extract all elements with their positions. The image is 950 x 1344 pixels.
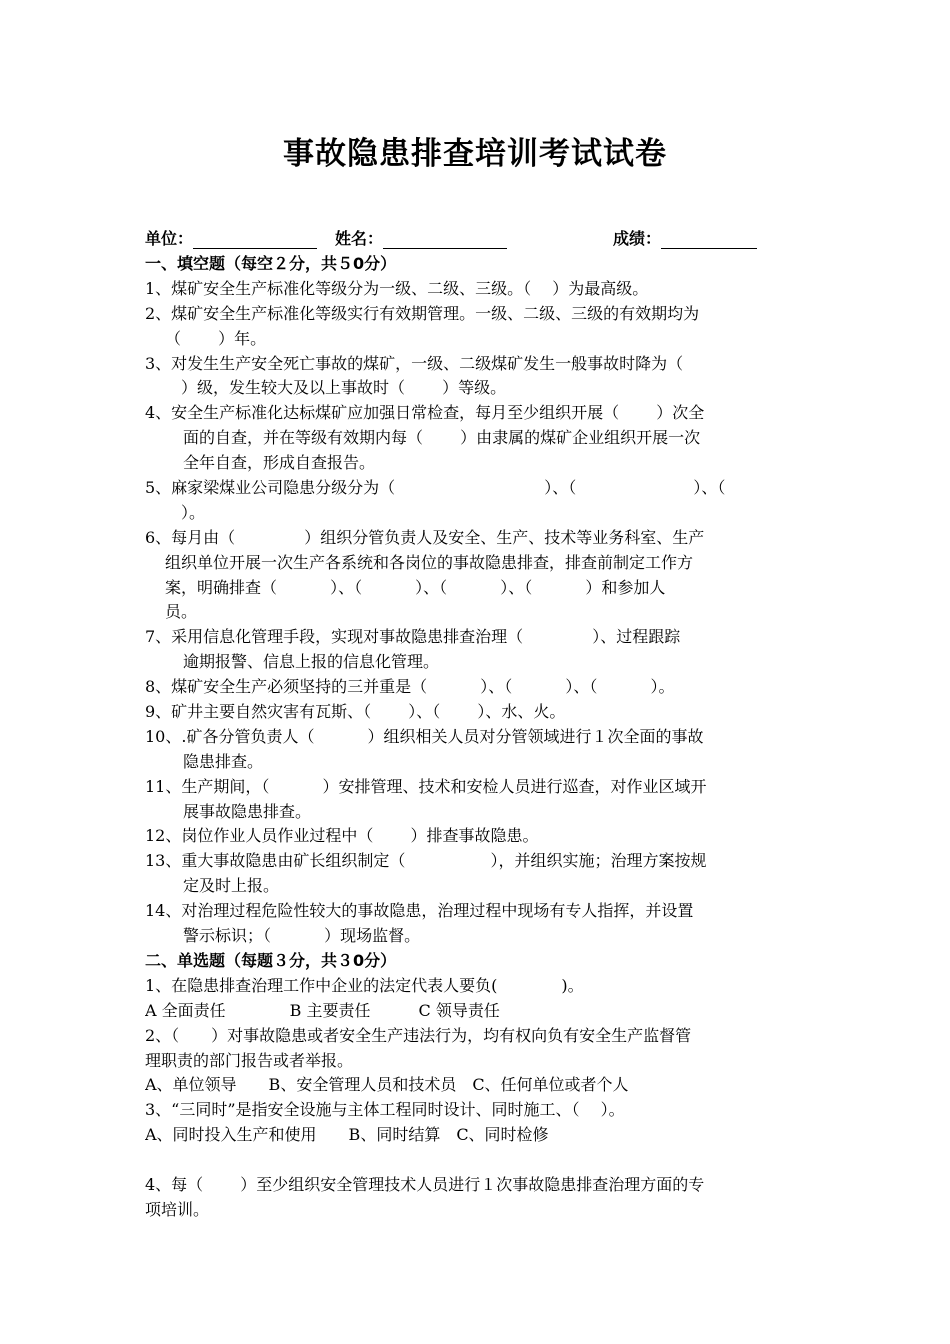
score-blank[interactable] (661, 231, 757, 249)
unit-field (145, 226, 317, 249)
question-3-line-1: 3、对发生生产安全死亡事故的煤矿，一级、二级煤矿发生一般事故时降为（ (145, 353, 684, 373)
question-4-line-1: 4、安全生产标准化达标煤矿应加强日常检查，每月至少组织开展（ ）次全 (145, 403, 705, 423)
choice-question-1-options: A 全面责任 B 主要责任 C 领导责任 (145, 1000, 500, 1020)
choice-question-4-line-2: 项培训。 (145, 1199, 210, 1219)
choice-question-2-options: A、单位领导 B、安全管理人员和技术员 C、任何单位或者个人 (145, 1075, 629, 1095)
question-7-line-2: 逾期报警、信息上报的信息化管理。 (183, 652, 440, 672)
question-3-line-2: ）级，发生较大及以上事故时（ ）等级。 (165, 378, 507, 398)
question-13-line-2: 定及时上报。 (183, 876, 280, 896)
question-14-line-1: 14、对治理过程危险性较大的事故隐患，治理过程中现场有专人指挥，并设置 (145, 901, 694, 921)
question-14-line-2: 警示标识；（ ）现场监督。 (183, 926, 421, 946)
question-11-line-2: 展事故隐患排查。 (183, 801, 312, 821)
question-6-line-4: 员。 (165, 602, 198, 622)
question-10-line-2: 隐患排查。 (183, 751, 264, 771)
question-12-line-1: 12、岗位作业人员作业过程中（ ）排查事故隐患。 (145, 826, 539, 846)
question-1-line-1: 1、煤矿安全生产标准化等级分为一级、二级、三级。（ ）为最高级。 (145, 278, 649, 298)
choice-question-3-line-1: 3、“三同时”是指安全设施与主体工程同时设计、同时施工、（ ）。 (145, 1100, 625, 1120)
question-4-line-3: 全年自查，形成自查报告。 (183, 453, 376, 473)
choice-question-1-line-1: 1、在隐患排查治理工作中企业的法定代表人要负( )。 (145, 975, 584, 995)
question-6-line-3: 案，明确排查（ ）、（ ）、（ ）、（ ）和参加人 (165, 577, 666, 597)
question-5-line-2: ）。 (165, 502, 206, 522)
spacer (145, 1148, 810, 1173)
page-title: 事故隐患排查培训考试试卷 (283, 136, 667, 172)
question-2-line-2: （ ）年。 (165, 328, 267, 348)
question-2-line-1: 2、煤矿安全生产标准化等级实行有效期管理。一级、二级、三级的有效期均为 (145, 303, 700, 323)
unit-blank[interactable] (193, 231, 317, 249)
name-blank[interactable] (383, 231, 507, 249)
question-4-line-2: 面的自查，并在等级有效期内每（ ）由隶属的煤矿企业组织开展一次 (183, 428, 701, 448)
unit-label: 单位： (145, 229, 194, 248)
question-13-line-1: 13、重大事故隐患由矿长组织制定（ ），并组织实施；治理方案按规 (145, 851, 707, 871)
question-8-line-1: 8、煤矿安全生产必须坚持的三并重是（ ）、（ ）、（ ）。 (145, 677, 675, 697)
exam-header (145, 226, 815, 252)
score-field (613, 226, 757, 249)
question-7-line-1: 7、采用信息化管理手段，实现对事故隐患排查治理（ ）、过程跟踪 (145, 627, 681, 647)
choice-question-3-options: A、同时投入生产和使用 B、同时结算 C、同时检修 (145, 1125, 549, 1145)
choice-question-2-line-2: 理职责的部门报告或者举报。 (145, 1050, 354, 1070)
choice-question-2-line-1: 2、（ ）对事故隐患或者安全生产违法行为，均有权向负有安全生产监督管 (145, 1025, 692, 1045)
question-6-line-2: 组织单位开展一次生产各系统和各岗位的事故隐患排查，排查前制定工作方 (165, 552, 694, 572)
question-11-line-1: 11、生产期间，（ ）安排管理、技术和安检人员进行巡查，对作业区域开 (145, 776, 707, 796)
section-heading-single-choice: 二、单选题（每题３分，共３0分） (145, 950, 397, 970)
question-10-line-1: 10、.矿各分管负责人（ ）组织相关人员对分管领域进行１次全面的事故 (145, 726, 704, 746)
question-9-line-1: 9、矿井主要自然灾害有瓦斯、（ ）、（ ）、水、火。 (145, 702, 566, 722)
question-5-line-1: 5、麻家梁煤业公司隐患分级分为（ ）、（ ）、（ (145, 478, 726, 498)
name-label: 姓名： (335, 229, 384, 248)
score-label: 成绩： (613, 229, 662, 248)
exam-body (145, 252, 810, 1223)
name-field (335, 226, 507, 249)
question-6-line-1: 6、每月由（ ）组织分管负责人及安全、生产、技术等业务科室、生产 (145, 527, 705, 547)
section-heading-fill-blank: 一、填空题（每空２分，共５0分） (145, 254, 397, 273)
choice-question-4-line-1: 4、每（ ）至少组织安全管理技术人员进行１次事故隐患排查治理方面的专 (145, 1174, 705, 1194)
